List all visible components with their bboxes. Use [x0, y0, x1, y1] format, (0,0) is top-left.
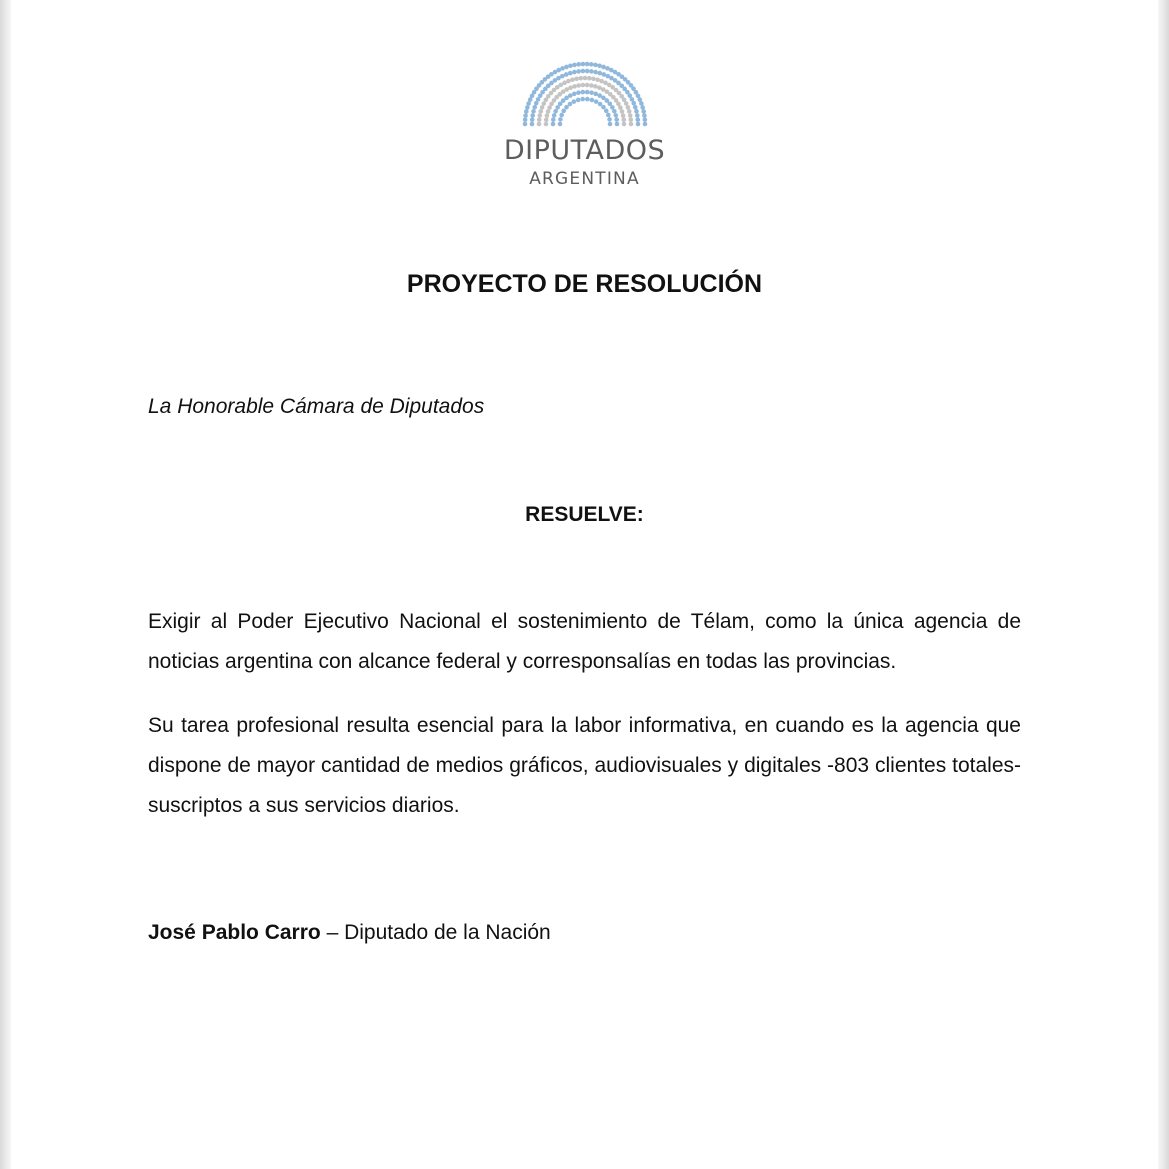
- seat-dot: [635, 117, 640, 122]
- seat-dot: [639, 101, 644, 106]
- seat-dot: [585, 97, 590, 102]
- signature-separator: –: [320, 921, 345, 944]
- seat-dot: [580, 62, 585, 67]
- signer-role: Diputado de la Nación: [344, 921, 551, 944]
- seat-dot: [524, 109, 529, 114]
- seat-dot: [628, 117, 633, 122]
- seat-dot: [557, 122, 562, 127]
- seat-dot: [560, 66, 565, 71]
- seat-dot: [537, 113, 542, 118]
- seat-dot: [536, 117, 541, 122]
- seat-dot: [584, 83, 589, 88]
- seat-dot: [580, 97, 585, 102]
- signature-line: [148, 919, 551, 947]
- seat-dot: [593, 92, 598, 97]
- seat-dot: [618, 105, 623, 110]
- seat-dot: [563, 72, 568, 77]
- seat-dot: [593, 63, 598, 68]
- seat-dot: [564, 65, 569, 70]
- seat-dot: [529, 122, 534, 127]
- seat-dot: [631, 101, 636, 106]
- resolution-paragraph-1: Exigir al Poder Ejecutivo Nacional el sostenimiento de Télam, como la única agencia de noticias argentina con alcance federal y corresponsalías en todas las provincias.: [148, 610, 1021, 673]
- seat-dot: [614, 122, 619, 127]
- seat-dot: [601, 72, 606, 77]
- seat-dot: [589, 90, 594, 95]
- seat-dot: [536, 122, 541, 127]
- seat-dot: [567, 93, 572, 98]
- seat-dot: [621, 122, 626, 127]
- seat-dot: [593, 70, 598, 75]
- seat-dot: [551, 117, 556, 122]
- seat-dot: [525, 105, 530, 110]
- seat-dot: [584, 90, 589, 95]
- seat-dot: [572, 63, 577, 68]
- seat-dot: [610, 105, 615, 110]
- seat-dot: [591, 76, 596, 81]
- seat-dot: [570, 77, 575, 82]
- resolution-paragraph-2: Su tarea profesional resulta esencial para la labor informativa, en cuando es la agencia que dispone de mayor cantidad de medios gráficos, audiovisuales y digitales -803 clientes totales- suscriptos a sus servicios diarios.: [148, 714, 1021, 817]
- seat-dot: [642, 113, 647, 118]
- seat-dot: [620, 113, 625, 118]
- seat-dot: [613, 113, 618, 118]
- seat-dot: [641, 109, 646, 114]
- seat-dot: [559, 113, 564, 118]
- seat-dot: [530, 113, 535, 118]
- seat-dot: [522, 118, 527, 123]
- seat-dot: [612, 109, 617, 114]
- seat-dot: [561, 109, 566, 114]
- seat-dot: [607, 122, 612, 127]
- seat-dot: [634, 109, 639, 114]
- seat-dot: [553, 109, 558, 114]
- seat-dot: [578, 76, 583, 81]
- seat-dot: [614, 117, 619, 122]
- chamber-heading: La Honorable Cámara de Diputados: [148, 395, 485, 418]
- seat-dot: [572, 84, 577, 89]
- seat-dot: [635, 122, 640, 127]
- seat-dot: [523, 113, 528, 118]
- seat-dot: [621, 117, 626, 122]
- seat-dot: [580, 83, 585, 88]
- seat-dot: [627, 113, 632, 118]
- document-title: PROYECTO DE RESOLUCIÓN: [406, 270, 763, 298]
- seat-dot: [628, 122, 633, 127]
- seat-dot: [551, 113, 556, 118]
- seat-dot: [575, 98, 580, 103]
- seat-dot: [601, 65, 606, 70]
- seat-dot: [531, 109, 536, 114]
- seat-dot: [566, 79, 571, 84]
- seat-dot: [626, 109, 631, 114]
- seat-dot: [567, 102, 572, 107]
- seat-dot: [564, 105, 569, 110]
- seat-dot: [576, 69, 581, 74]
- resolves-heading: RESUELVE:: [525, 503, 644, 526]
- seat-dot: [597, 71, 602, 76]
- seat-dot: [529, 117, 534, 122]
- seat-dot: [568, 63, 573, 68]
- seat-dot: [642, 122, 647, 127]
- seat-dot: [593, 99, 598, 104]
- seat-dot: [606, 113, 611, 118]
- seat-dot: [567, 71, 572, 76]
- seat-dot: [589, 69, 594, 74]
- seat-dot: [589, 98, 594, 103]
- seat-dot: [595, 77, 600, 82]
- seat-dot: [543, 122, 548, 127]
- seat-dot: [571, 92, 576, 97]
- seat-dot: [625, 105, 630, 110]
- seat-dot: [642, 118, 647, 123]
- seat-dot: [574, 76, 579, 81]
- seat-dot: [550, 122, 555, 127]
- seat-dot: [545, 109, 550, 114]
- seat-dot: [543, 117, 548, 122]
- logo-title: DIPUTADOS: [503, 135, 666, 166]
- seat-dot: [597, 102, 602, 107]
- seat-dot: [640, 105, 645, 110]
- seat-dot: [588, 62, 593, 67]
- seat-dot: [559, 74, 564, 79]
- signer-name: José Pablo Carro: [148, 921, 321, 944]
- seat-dot: [580, 69, 585, 74]
- seat-dot: [603, 109, 608, 114]
- seat-dot: [572, 70, 577, 75]
- seat-dot: [538, 109, 543, 114]
- seat-dot: [568, 85, 573, 90]
- seat-dot: [635, 113, 640, 118]
- seat-dot: [593, 84, 598, 89]
- seat-dot: [632, 105, 637, 110]
- seat-dot: [619, 109, 624, 114]
- seat-dot: [584, 69, 589, 74]
- seat-dot: [576, 83, 581, 88]
- seat-dot: [544, 113, 549, 118]
- seat-dot: [558, 117, 563, 122]
- seat-dot: [576, 90, 581, 95]
- seat-dot: [522, 122, 527, 127]
- seat-dot: [607, 117, 612, 122]
- hemicycle-icon: [510, 58, 660, 128]
- seat-dot: [582, 76, 587, 81]
- seat-dot: [571, 99, 576, 104]
- seat-dot: [580, 90, 585, 95]
- seat-dot: [584, 62, 589, 67]
- logo-subtitle: ARGENTINA: [529, 169, 640, 189]
- seat-dot: [601, 105, 606, 110]
- diputados-logo: [0, 58, 1169, 190]
- seat-dot: [532, 105, 537, 110]
- seat-dot: [586, 76, 591, 81]
- seat-dot: [576, 62, 581, 67]
- seat-dot: [589, 83, 594, 88]
- seat-dot: [597, 63, 602, 68]
